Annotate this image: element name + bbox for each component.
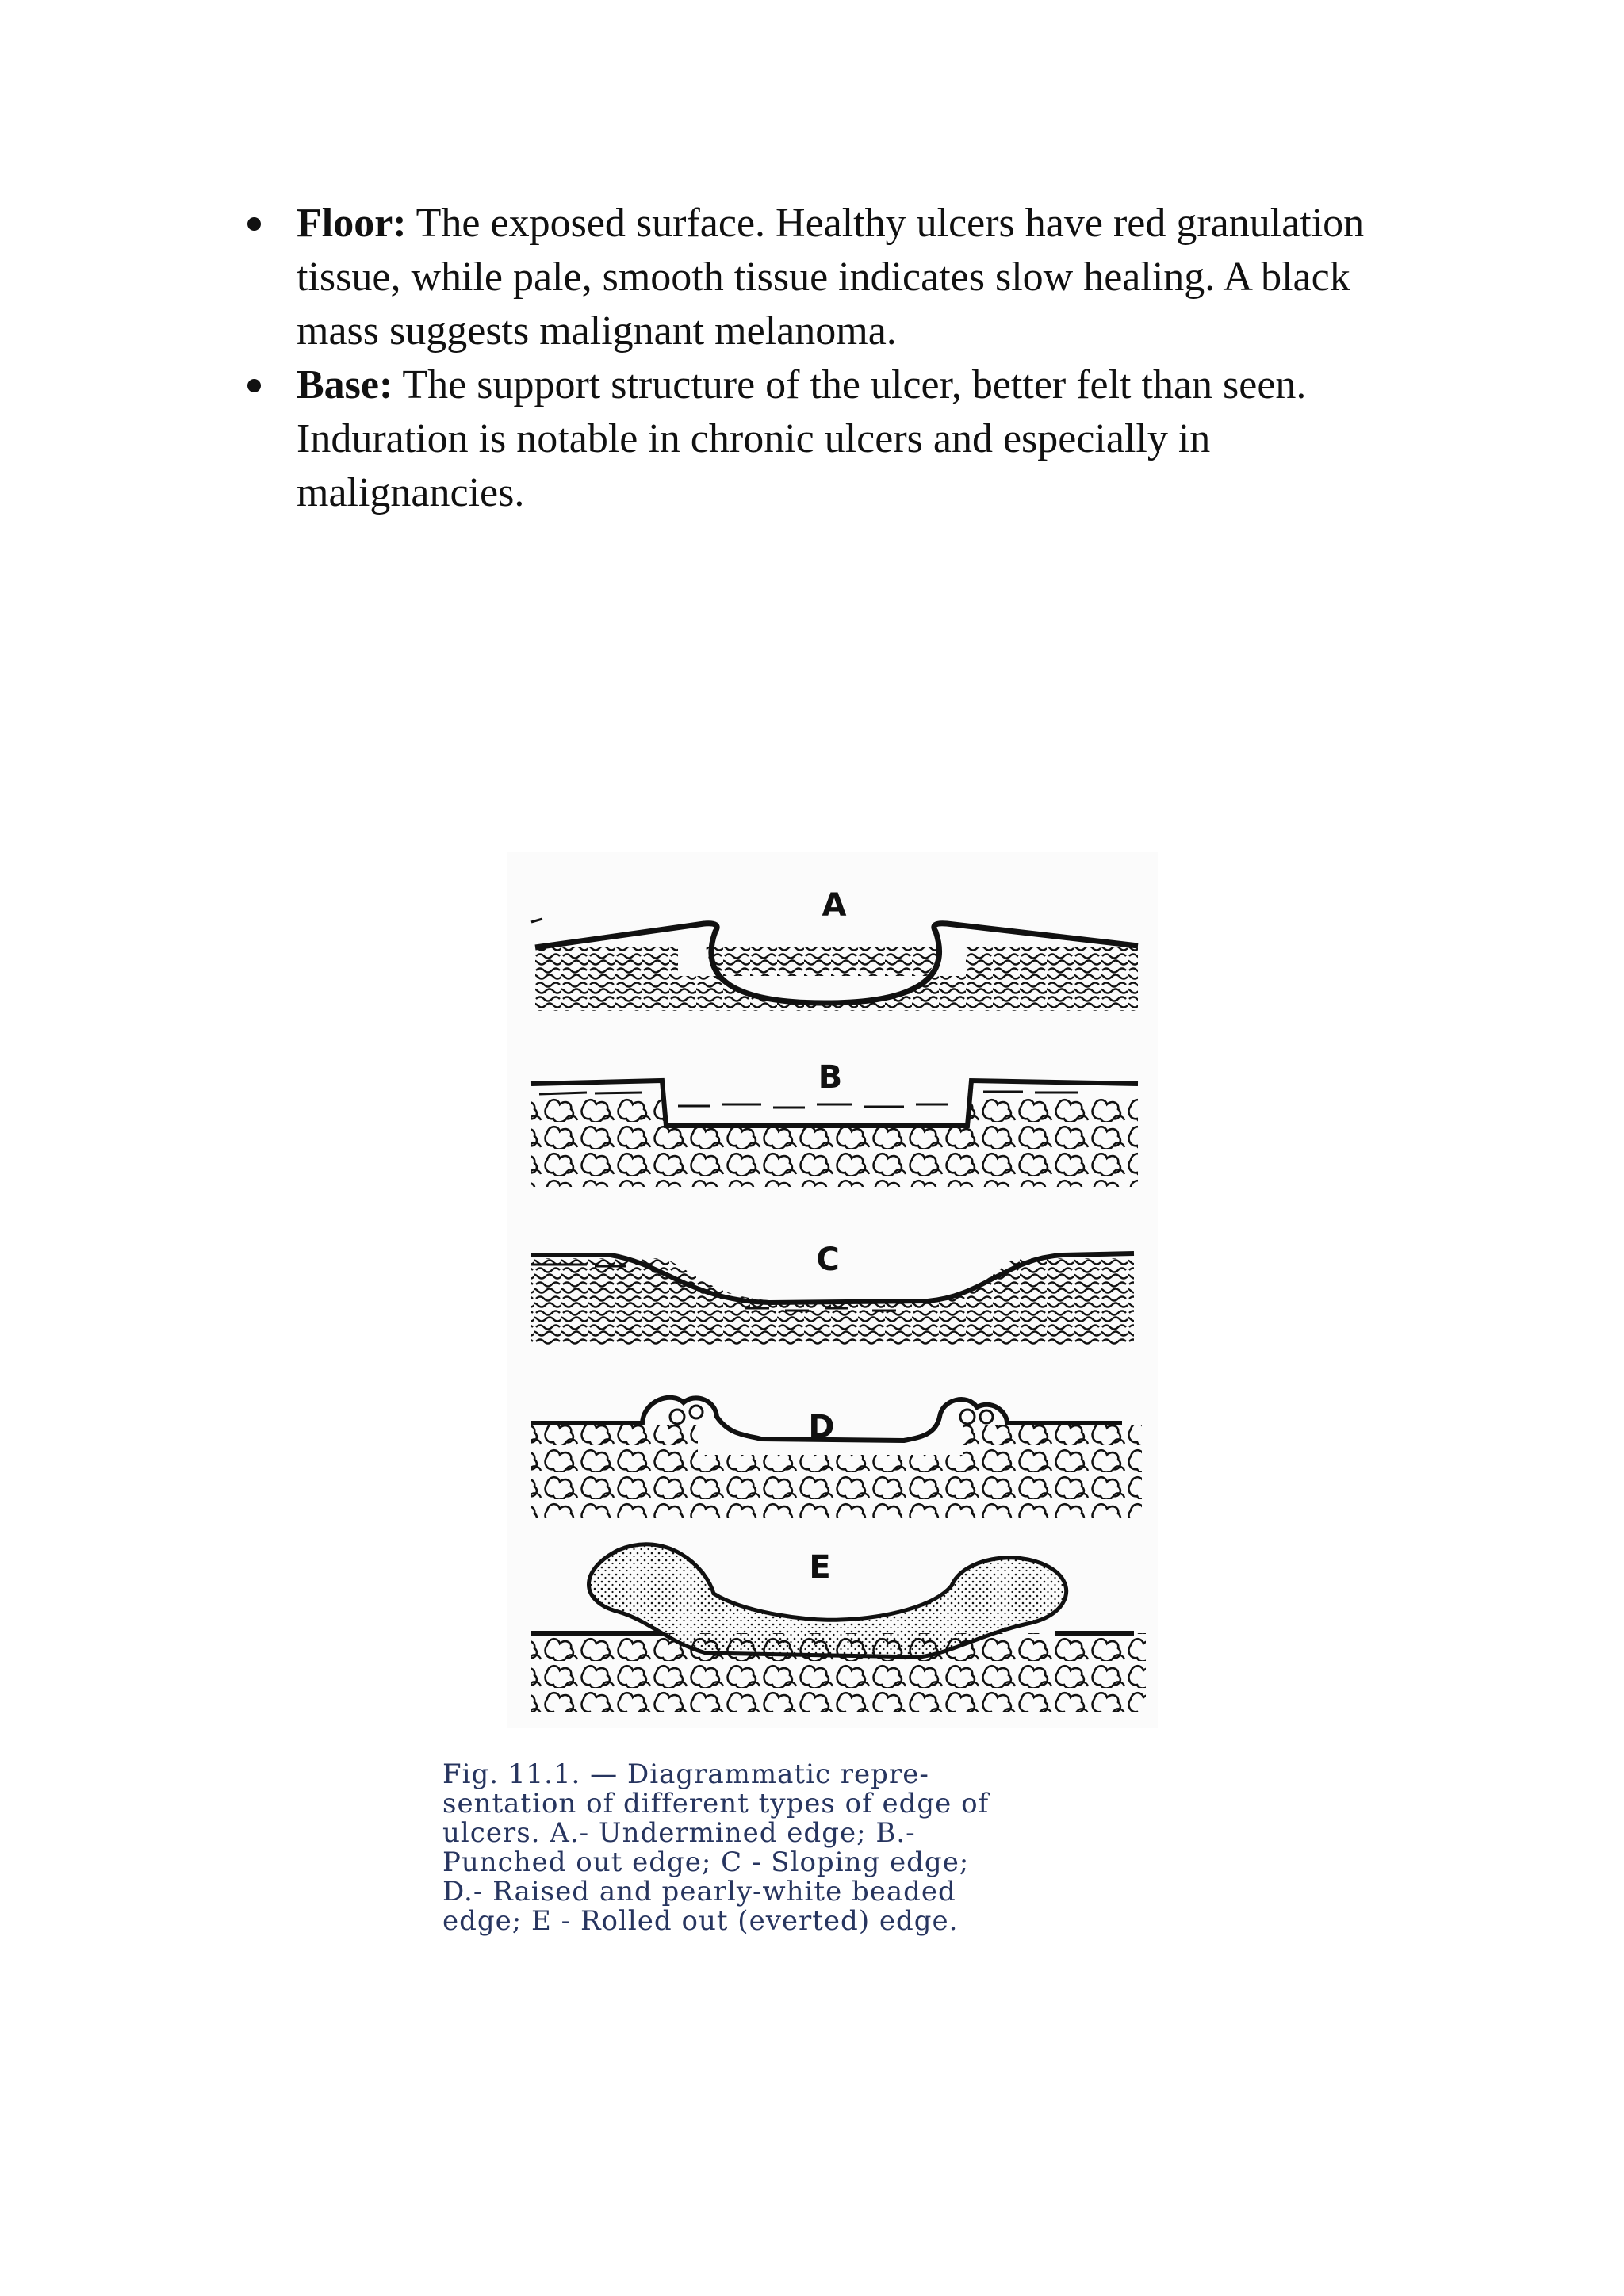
caption-line: Punched out edge; C - Sloping edge; [442, 1846, 970, 1878]
bullet-item-floor [239, 197, 1477, 358]
panel-d [531, 1398, 1142, 1518]
bullet-text-line: malignancies. [297, 470, 525, 515]
panel-label: D [808, 1409, 835, 1445]
bullet-text-line: The support structure of the ulcer, better felt than seen. [402, 362, 1307, 408]
bullet-text-line: The exposed surface. Healthy ulcers have red granulation [416, 201, 1365, 246]
figure-caption [442, 1760, 1204, 1936]
caption-line: edge; E - Rolled out (everted) edge. [442, 1905, 959, 1937]
panel-label: C [816, 1242, 840, 1278]
bullet-text-line: Induration is notable in chronic ulcers and especially in [297, 416, 1211, 461]
panel-a [531, 919, 1138, 1011]
bullet-term: Base: [297, 362, 393, 408]
caption-line: sentation of different types of edge of [442, 1788, 990, 1820]
bullet-dot-icon [247, 379, 261, 392]
caption-line: D.- Raised and pearly-white beaded [442, 1876, 956, 1908]
panel-label: E [809, 1549, 831, 1586]
panel-label: B [818, 1059, 843, 1096]
bullet-text-line: mass suggests malignant melanoma. [297, 308, 897, 354]
bullet-list [239, 197, 1477, 520]
bullet-term: Floor: [297, 201, 407, 246]
caption-line: ulcers. A.- Undermined edge; B.- [442, 1817, 916, 1849]
ulcer-edge-diagram-svg [508, 852, 1158, 1728]
panel-label: A [822, 887, 847, 924]
panel-b [531, 1081, 1138, 1187]
bullet-text-line: tissue, while pale, smooth tissue indicates slow healing. A black [297, 254, 1350, 300]
ulcer-edge-diagram [508, 852, 1158, 1728]
panel-e [531, 1544, 1146, 1712]
bullet-item-base [239, 358, 1477, 520]
caption-line: Fig. 11.1. — Diagrammatic repre- [442, 1758, 929, 1790]
bullet-dot-icon [247, 217, 261, 231]
